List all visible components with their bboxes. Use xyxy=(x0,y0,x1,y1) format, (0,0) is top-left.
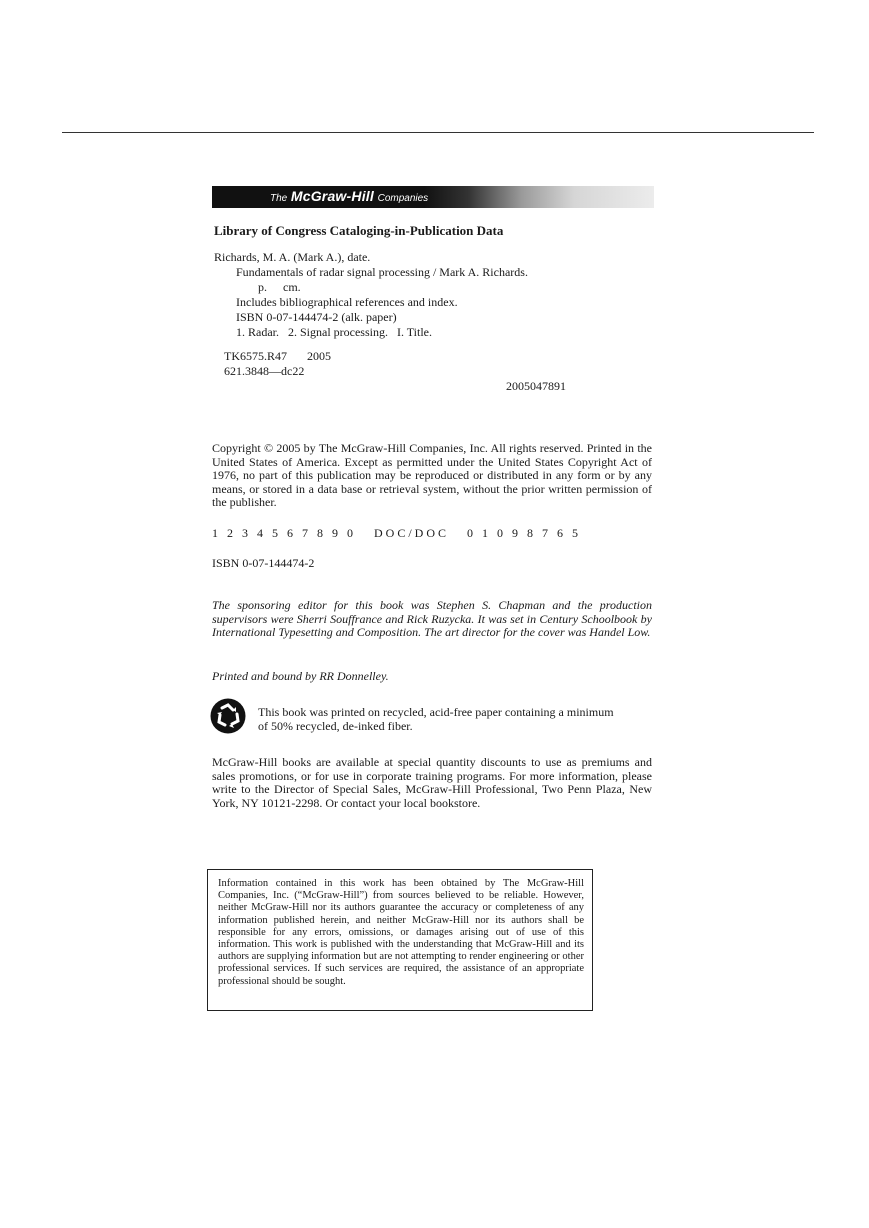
cip-subjects: 1. Radar. 2. Signal processing. I. Title. xyxy=(236,325,432,339)
cip-call-number: TK6575.R47 xyxy=(224,349,287,363)
print-line: 1 2 3 4 5 6 7 8 9 0 DOC/DOC 0 1 0 9 8 7 6 5 xyxy=(212,526,582,540)
recycled-paper-note: This book was printed on recycled, acid-free paper containing a minimum of 50% recycled, de-inked fiber. xyxy=(258,705,614,733)
cip-heading: Library of Congress Cataloging-in-Publication Data xyxy=(214,223,504,238)
cip-lccn: 2005047891 xyxy=(506,379,566,393)
cip-block xyxy=(214,250,654,394)
cip-cm: cm. xyxy=(283,280,301,294)
cip-call-year: 2005 xyxy=(307,349,331,363)
cip-title: Fundamentals of radar signal processing / Mark A. Richards. xyxy=(236,265,528,279)
disclaimer-text: Information contained in this work has been obtained by The McGraw-Hill Companies, Inc. (“McGraw-Hill”) from sources believed to be reliable. However, neither McGraw-Hill nor its authors guarantee the accuracy or completeness of any information published herein, and neither McGraw-Hill nor its authors shall be responsible for any errors, omissions, or damages arising out of use of this information. This work is published with the understanding that McGraw-Hill and its authors are supplying information but are not attempting to render engineering or other professional services. If such services are required, the assistance of an appropriate professional should be sought. xyxy=(218,878,584,987)
isbn: ISBN 0-07-144474-2 xyxy=(212,556,315,570)
cip-includes: Includes bibliographical references and index. xyxy=(236,295,458,309)
banner-brand: McGraw-Hill xyxy=(290,188,374,204)
cip-author: Richards, M. A. (Mark A.), date. xyxy=(214,250,371,264)
cip-call-number-line xyxy=(214,349,654,364)
special-sales-note: McGraw-Hill books are available at special quantity discounts to use as premiums and sales promotions, or for use in corporate training programs. For more information, please write to the Director of Special Sales, McGraw-Hill Professional, Two Penn Plaza, New York, NY 10121-2298. Or contact your local bookstore. xyxy=(212,755,652,810)
header-rule xyxy=(62,132,814,133)
cip-pages xyxy=(214,280,654,295)
publisher-logo xyxy=(270,188,428,204)
banner-companies: Companies xyxy=(377,193,429,204)
cip-dewey: 621.3848—dc22 xyxy=(224,364,305,378)
copyright-notice: Copyright © 2005 by The McGraw-Hill Companies, Inc. All rights reserved. Printed in the United States of America. Except as permitted under the United States Copyright Act of 1976, no part of this publication may be reproduced or distributed in any form or by any means, or stored in a data base or retrieval system, without the prior written permission of the publisher. xyxy=(212,441,652,509)
cip-p: p. xyxy=(258,280,267,294)
cip-isbn: ISBN 0-07-144474-2 (alk. paper) xyxy=(236,310,397,324)
printer-credit: Printed and bound by RR Donnelley. xyxy=(212,669,389,683)
banner-the: The xyxy=(270,193,288,204)
disclaimer-box xyxy=(207,869,593,1011)
editor-credits: The sponsoring editor for this book was Stephen S. Chapman and the production supervisors were Sherri Souffrance and Rick Ruzycka. It was set in Century Schoolbook by International Typesetting and Composition. The art director for the cover was Handel Low. xyxy=(212,598,652,639)
publisher-banner xyxy=(212,186,654,208)
recycle-icon xyxy=(210,698,246,734)
